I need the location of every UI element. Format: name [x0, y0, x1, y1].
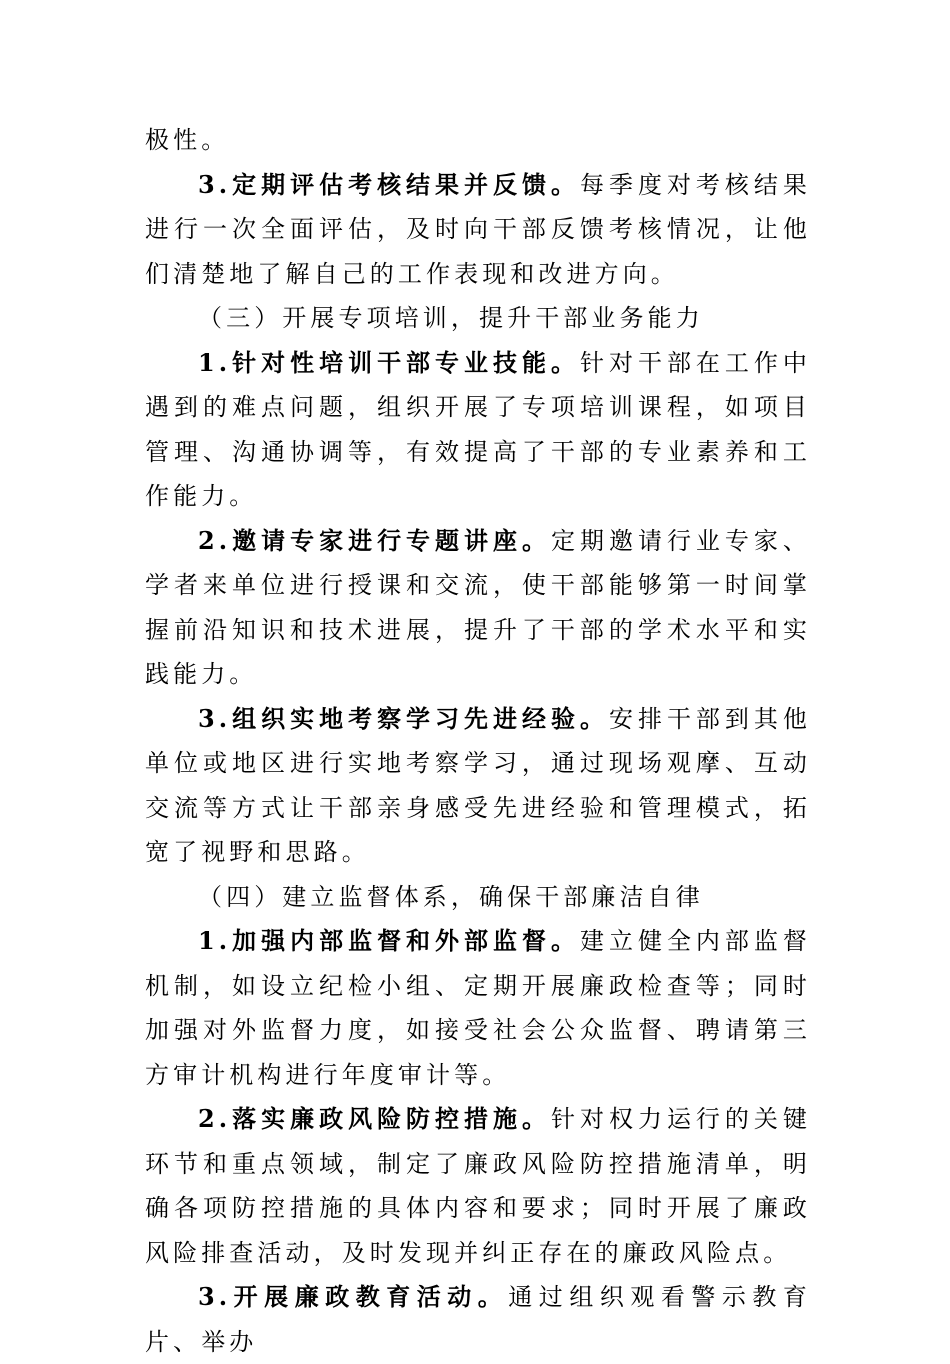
item-lead: 1.加强内部监督和外部监督。	[198, 926, 580, 955]
list-item	[145, 341, 811, 519]
section-heading: （四）建立监督体系，确保干部廉洁自律	[198, 882, 704, 911]
list-item	[145, 1275, 811, 1364]
item-body: 针对干部在工作中遇到的难点问题，组织开展了专项培训课程，如项目管理、沟通协调等，有效提高了干部的专业素养和工作能力。	[145, 348, 811, 510]
item-body: 针对权力运行的关键环节和重点领域，制定了廉政风险防控措施清单，明确各项防控措施的具体内容和要求；同时开展了廉政风险排查活动，及时发现并纠正存在的廉政风险点。	[145, 1105, 811, 1267]
item-lead: 3.组织实地考察学习先进经验。	[198, 703, 609, 733]
continuation-paragraph: 极性。	[145, 126, 230, 154]
list-item	[145, 919, 811, 1097]
section-heading: （三）开展专项培训，提升干部业务能力	[198, 304, 704, 332]
item-lead: 1.针对性培训干部专业技能。	[198, 347, 580, 377]
item-body: 安排干部到其他单位或地区进行实地考察学习，通过现场观摩、互动交流等方式让干部亲身感受先进经验和管理模式，拓宽了视野和思路。	[145, 704, 811, 866]
item-lead: 3.定期评估考核结果并反馈。	[198, 169, 580, 199]
list-item	[145, 163, 811, 297]
item-lead: 2.落实廉政风险防控措施。	[198, 1104, 551, 1133]
list-item	[145, 697, 811, 875]
item-lead: 2.邀请专家进行专题讲座。	[198, 525, 551, 555]
item-body: 建立健全内部监督机制，如设立纪检小组、定期开展廉政检查等；同时加强对外监督力度，如接受社会公众监督、聘请第三方审计机构进行年度审计等。	[145, 927, 811, 1089]
item-body: 每季度对考核结果进行一次全面评估，及时向干部反馈考核情况，让他们清楚地了解自己的工作表现和改进方向。	[145, 170, 811, 288]
document-page	[145, 118, 811, 1364]
item-body: 定期邀请行业专家、学者来单位进行授课和交流，使干部能够第一时间掌握前沿知识和技术进展，提升了干部的学术水平和实践能力。	[145, 526, 811, 688]
item-body: 通过组织观看警示教育片、举办	[145, 1283, 812, 1356]
list-item	[145, 1097, 811, 1275]
item-lead: 3.开展廉政教育活动。	[198, 1282, 509, 1311]
list-item	[145, 519, 811, 697]
